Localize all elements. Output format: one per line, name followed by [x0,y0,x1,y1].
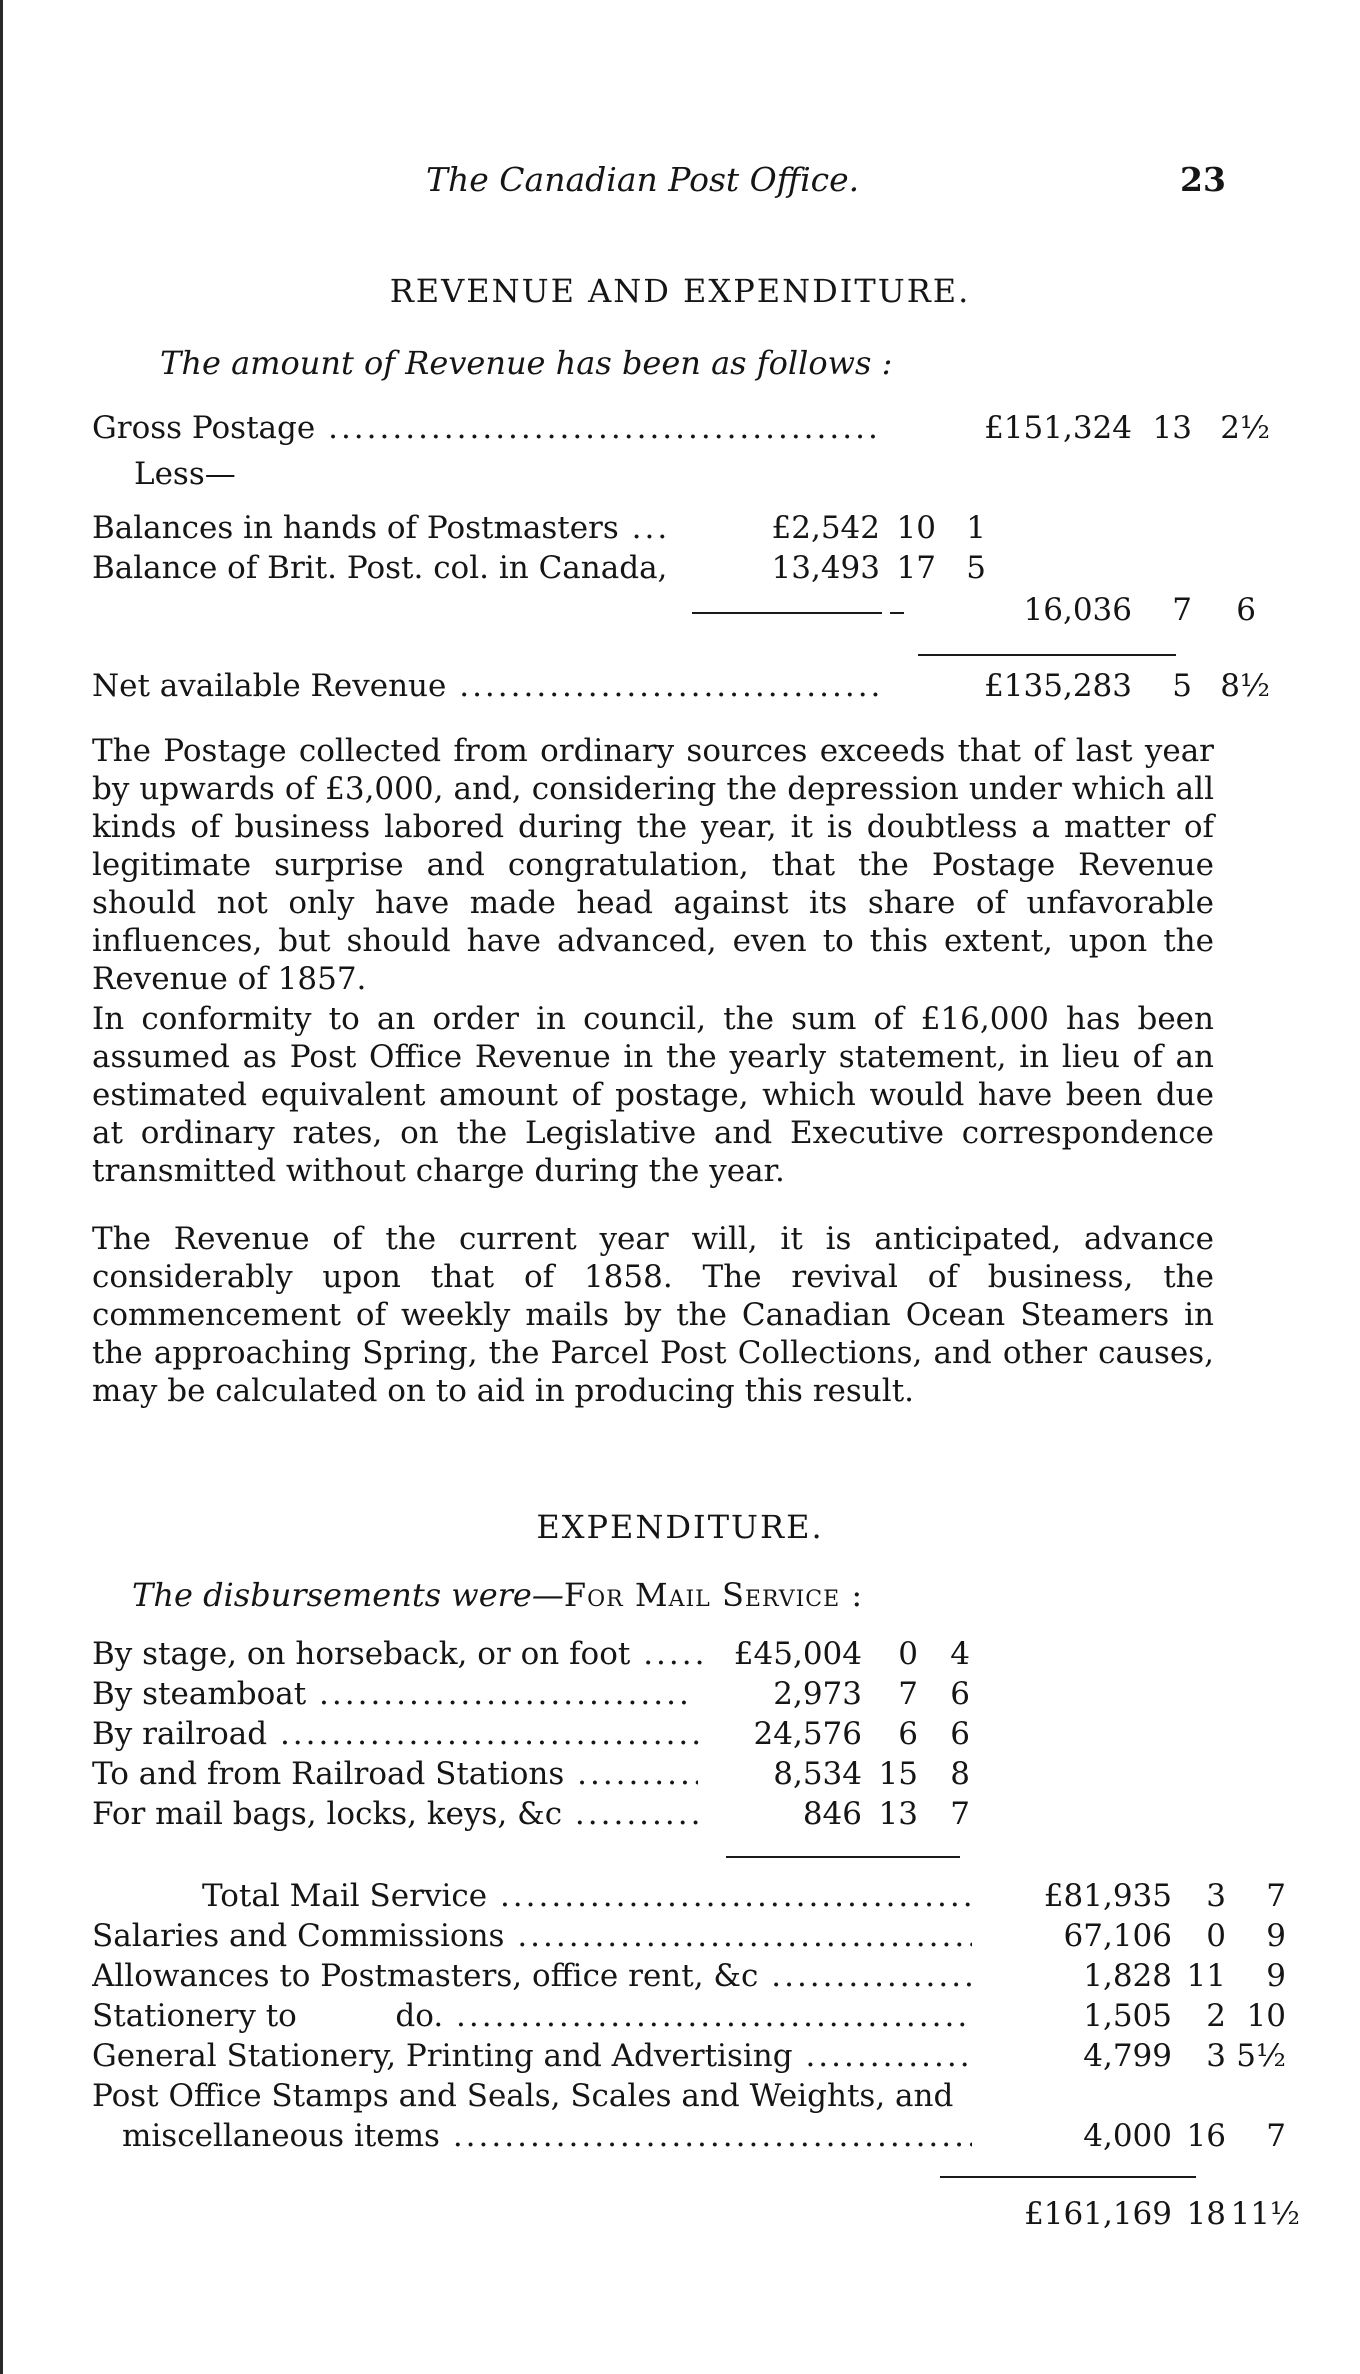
row-pounds: 67,106 [1063,1918,1172,1954]
row-shillings: 3 [1206,1878,1226,1914]
page-number: 23 [1180,160,1226,199]
row-label: To and from Railroad Stations ..... [92,1756,698,1792]
row-pence: 6 [950,1716,970,1752]
running-head-title: The Canadian Post Office. [426,160,860,199]
row-shillings: 17 [896,550,936,586]
row-label: Post Office Stamps and Seals, Scales and Weights, and [92,2078,954,2114]
row-pence: 7 [1266,2118,1286,2154]
row-label: Salaries and Commissions ..... [92,1918,972,1954]
expenditure-intro [132,1576,863,1614]
row-shillings: 7 [898,1676,918,1712]
row-shillings: 10 [896,510,936,546]
running-head [0,160,1360,200]
row-pounds: £161,169 [1024,2196,1172,2232]
mail-item-row [92,1796,992,1836]
row-pence: 11½ [1230,2196,1300,2232]
row-label: Gross Postage ..... [92,410,882,446]
row-label: By railroad ..... [92,1716,702,1752]
row-pounds: 2,973 [773,1676,862,1712]
row-label: Total Mail Service ..... [202,1878,972,1914]
row-pounds: £45,004 [733,1636,862,1672]
row-label: General Stationery, Printing and Advertising ..... [92,2038,972,2074]
paragraph: The Revenue of the current year will, it is anticipated, advance considerably upon that of 1858. The revival of business, the commencement of weekly mails by the Canadian Ocean Steamers in the approaching Spring, the Parcel Post Collections, and other causes, may be calculated on to aid in producing this result. [92,1221,1214,1409]
row-pence: 7 [950,1796,970,1832]
row-pounds: 1,505 [1083,1998,1172,2034]
row-pence: 5½ [1236,2038,1286,2074]
expenditure-heading: EXPENDITURE. [536,1508,824,1546]
paragraph: The Postage collected from ordinary sources exceeds that of last year by upwards of £3,000, and, considering the depression under which all kinds of business labored during the year, it is doubtless a matter of legitimate surprise and congratulation, that the Postage Revenue should not only have made head against its share of unfavorable influences, but should have advanced, even to this extent, upon the Revenue of 1857. [92,733,1214,997]
row-label: Stationery to do. ..... [92,1998,972,2034]
grand-total-rule [940,2176,1196,2178]
row-pounds: £81,935 [1043,1878,1172,1914]
row-shillings: 18 [1186,2196,1226,2232]
mail-item-row [92,1716,992,1756]
mail-item-row [92,1756,992,1796]
row-shillings: 15 [878,1756,918,1792]
row-pence: 6 [950,1676,970,1712]
misc-line-1 [92,2078,1232,2118]
mail-subtotal-rule [726,1856,960,1858]
row-pence: 4 [950,1636,970,1672]
row-pence: 5 [966,550,986,586]
mail-item-row [92,1676,992,1716]
total-row [92,1878,1286,1918]
row-pounds: 846 [802,1796,862,1832]
row-label: By stage, on horseback, or on foot ..... [92,1636,710,1672]
row-label: Net available Revenue ..... [92,668,882,704]
row-label: miscellaneous items ..... [122,2118,972,2154]
row-label: For mail bags, locks, keys, &c ..... [92,1796,698,1832]
deductions-total-row [92,592,1256,632]
deduction-row [92,550,986,590]
row-shillings: 7 [1172,592,1192,628]
row-pounds: 4,000 [1083,2118,1172,2154]
row-shillings: 13 [878,1796,918,1832]
grand-total-row [92,2196,1300,2236]
row-pounds: 13,493 [771,550,880,586]
row-pence: 6 [1236,592,1256,628]
mail-item-row [92,1636,992,1676]
gross-postage-row [92,410,1270,450]
less-text: Less— [134,456,236,492]
net-revenue-row [92,668,1270,708]
row-pence: 9 [1266,1918,1286,1954]
row-shillings: 0 [1206,1918,1226,1954]
row-shillings: 6 [898,1716,918,1752]
revenue-intro: The amount of Revenue has been as follows : [160,344,893,382]
row-shillings: 0 [898,1636,918,1672]
row-label: Balance of Brit. Post. col. in Canada, [92,550,668,586]
row-pence: 10 [1246,1998,1286,2034]
deduction-row [92,510,986,550]
row-shillings: 16 [1186,2118,1226,2154]
row-shillings: 2 [1206,1998,1226,2034]
total-rule [918,654,1176,656]
row-shillings: 13 [1152,410,1192,446]
row-pounds: £135,283 [984,668,1132,704]
row-shillings: 3 [1206,2038,1226,2074]
paragraph: In conformity to an order in council, the sum of £16,000 has been assumed as Post Office Revenue in the yearly statement, in lieu of an estimated equivalent amount of postage, which would have been due at ordinary rates, on the Legislative and Executive correspondence transmitted without charge during the year. [92,1001,1214,1189]
row-pence: 8½ [1220,668,1270,704]
total-row [92,2038,1286,2078]
row-pence: 7 [1266,1878,1286,1914]
total-row [92,1918,1286,1958]
row-label: Allowances to Postmasters, office rent, &c ..... [92,1958,972,1994]
row-pence: 1 [966,510,986,546]
row-label: Balances in hands of Postmasters ..... [92,510,670,546]
total-row [92,2118,1286,2158]
revenue-heading: REVENUE AND EXPENDITURE. [389,272,971,310]
row-label: By steamboat ..... [92,1676,692,1712]
row-pounds: 4,799 [1083,2038,1172,2074]
row-pounds: £151,324 [984,410,1132,446]
intro-italic: The disbursements were— [132,1576,564,1614]
row-pence: 8 [950,1756,970,1792]
row-pounds: 24,576 [753,1716,862,1752]
page-edge-line [0,0,3,2374]
intro-small-caps: For Mail Service : [563,1576,864,1614]
total-row [92,1998,1286,2038]
row-pounds: 1,828 [1083,1958,1172,1994]
row-pence: 9 [1266,1958,1286,1994]
row-shillings: 11 [1186,1958,1226,1994]
row-pence: 2½ [1220,410,1270,446]
row-pounds: 16,036 [1023,592,1132,628]
row-shillings: 5 [1172,668,1192,704]
total-row [92,1958,1286,1998]
row-pounds: 8,534 [773,1756,862,1792]
row-pounds: £2,542 [771,510,880,546]
